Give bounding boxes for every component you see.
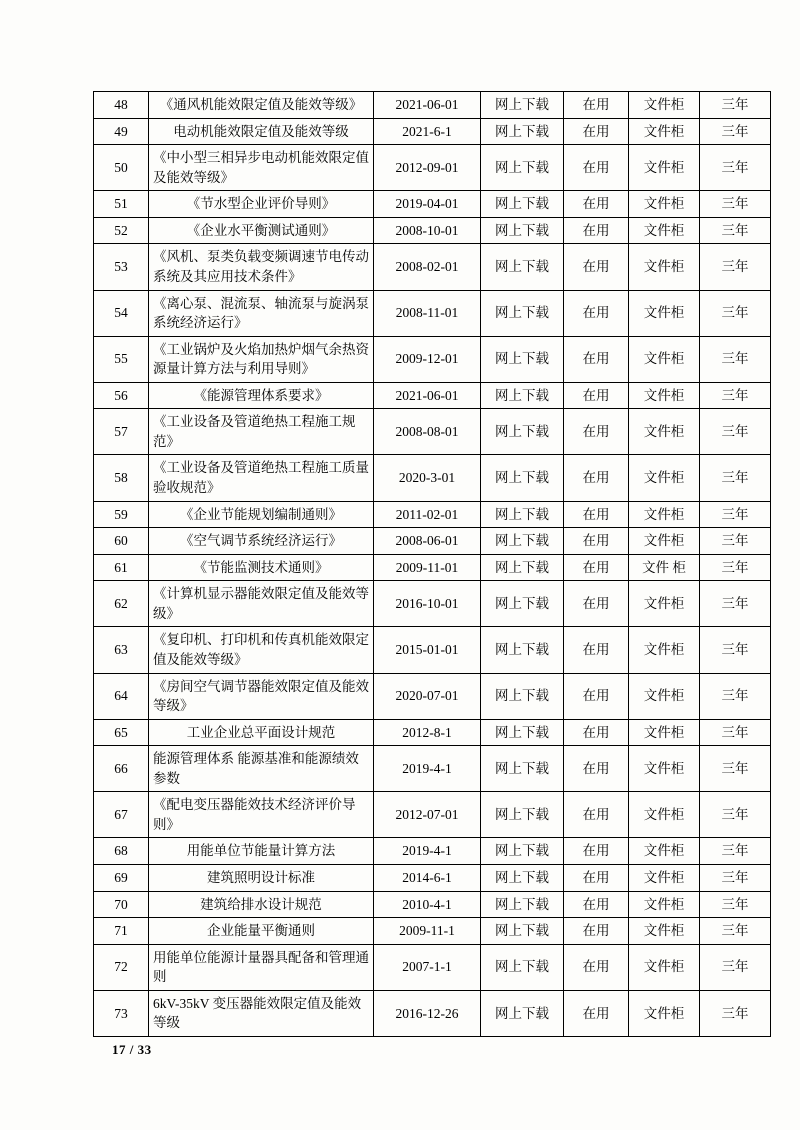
row-name: 《工业锅炉及火焰加热炉烟气余热资源量计算方法与利用导则》 — [149, 336, 374, 382]
row-state: 在用 — [564, 865, 629, 892]
row-keep: 三年 — [700, 918, 771, 945]
row-name: 用能单位节能量计算方法 — [149, 838, 374, 865]
row-location: 文件柜 — [629, 244, 700, 290]
row-location: 文件柜 — [629, 290, 700, 336]
table-row — [94, 145, 771, 191]
row-source: 网上下载 — [481, 746, 564, 792]
row-index: 73 — [94, 990, 149, 1036]
row-state: 在用 — [564, 290, 629, 336]
row-location: 文件柜 — [629, 838, 700, 865]
row-state: 在用 — [564, 746, 629, 792]
table-row — [94, 792, 771, 838]
row-source: 网上下载 — [481, 118, 564, 145]
row-date: 2020-07-01 — [374, 673, 481, 719]
row-keep: 三年 — [700, 581, 771, 627]
row-location: 文件柜 — [629, 918, 700, 945]
row-date: 2011-02-01 — [374, 501, 481, 528]
row-state: 在用 — [564, 627, 629, 673]
row-index: 65 — [94, 719, 149, 746]
row-index: 66 — [94, 746, 149, 792]
row-name: 建筑照明设计标准 — [149, 865, 374, 892]
row-location: 文件柜 — [629, 581, 700, 627]
row-keep: 三年 — [700, 92, 771, 119]
row-date: 2009-11-1 — [374, 918, 481, 945]
row-source: 网上下载 — [481, 673, 564, 719]
row-date: 2014-6-1 — [374, 865, 481, 892]
row-source: 网上下载 — [481, 944, 564, 990]
table-row — [94, 719, 771, 746]
row-name: 电动机能效限定值及能效等级 — [149, 118, 374, 145]
row-name: 《房间空气调节器能效限定值及能效等级》 — [149, 673, 374, 719]
row-index: 61 — [94, 554, 149, 581]
table-row — [94, 944, 771, 990]
row-keep: 三年 — [700, 673, 771, 719]
row-date: 2019-4-1 — [374, 838, 481, 865]
row-index: 49 — [94, 118, 149, 145]
row-location: 文件柜 — [629, 944, 700, 990]
row-source: 网上下载 — [481, 217, 564, 244]
row-keep: 三年 — [700, 838, 771, 865]
row-keep: 三年 — [700, 746, 771, 792]
row-name: 《中小型三相异步电动机能效限定值及能效等级》 — [149, 145, 374, 191]
row-state: 在用 — [564, 336, 629, 382]
row-index: 70 — [94, 891, 149, 918]
row-index: 69 — [94, 865, 149, 892]
row-state: 在用 — [564, 673, 629, 719]
row-keep: 三年 — [700, 455, 771, 501]
row-date: 2016-12-26 — [374, 990, 481, 1036]
table-row — [94, 865, 771, 892]
row-state: 在用 — [564, 554, 629, 581]
standards-table-body — [94, 92, 771, 1037]
row-date: 2019-04-01 — [374, 191, 481, 218]
row-keep: 三年 — [700, 336, 771, 382]
row-date: 2021-06-01 — [374, 92, 481, 119]
table-row — [94, 191, 771, 218]
row-date: 2010-4-1 — [374, 891, 481, 918]
row-state: 在用 — [564, 792, 629, 838]
table-row — [94, 918, 771, 945]
row-name: 《企业水平衡测试通则》 — [149, 217, 374, 244]
row-index: 53 — [94, 244, 149, 290]
row-location: 文件柜 — [629, 217, 700, 244]
row-name: 能源管理体系 能源基准和能源绩效参数 — [149, 746, 374, 792]
row-name: 工业企业总平面设计规范 — [149, 719, 374, 746]
row-keep: 三年 — [700, 627, 771, 673]
row-name: 《风机、泵类负载变频调速节电传动系统及其应用技术条件》 — [149, 244, 374, 290]
row-keep: 三年 — [700, 191, 771, 218]
row-state: 在用 — [564, 217, 629, 244]
row-location: 文件柜 — [629, 719, 700, 746]
row-keep: 三年 — [700, 719, 771, 746]
table-row — [94, 891, 771, 918]
row-source: 网上下载 — [481, 455, 564, 501]
table-row — [94, 501, 771, 528]
row-keep: 三年 — [700, 382, 771, 409]
row-name: 《能源管理体系要求》 — [149, 382, 374, 409]
row-index: 56 — [94, 382, 149, 409]
row-keep: 三年 — [700, 290, 771, 336]
row-index: 52 — [94, 217, 149, 244]
row-location: 文件柜 — [629, 501, 700, 528]
row-index: 54 — [94, 290, 149, 336]
row-source: 网上下载 — [481, 792, 564, 838]
row-date: 2021-06-01 — [374, 382, 481, 409]
row-source: 网上下载 — [481, 627, 564, 673]
row-location: 文件柜 — [629, 382, 700, 409]
row-name: 《工业设备及管道绝热工程施工质量验收规范》 — [149, 455, 374, 501]
row-keep: 三年 — [700, 554, 771, 581]
row-location: 文件柜 — [629, 191, 700, 218]
row-name: 用能单位能源计量器具配备和管理通则 — [149, 944, 374, 990]
row-index: 48 — [94, 92, 149, 119]
row-location: 文件 柜 — [629, 554, 700, 581]
row-keep: 三年 — [700, 118, 771, 145]
row-index: 72 — [94, 944, 149, 990]
table-row — [94, 528, 771, 555]
row-index: 51 — [94, 191, 149, 218]
row-state: 在用 — [564, 528, 629, 555]
row-index: 59 — [94, 501, 149, 528]
row-index: 50 — [94, 145, 149, 191]
table-row — [94, 554, 771, 581]
row-index: 60 — [94, 528, 149, 555]
table-row — [94, 336, 771, 382]
row-date: 2008-08-01 — [374, 409, 481, 455]
row-keep: 三年 — [700, 145, 771, 191]
standards-table-container — [93, 91, 749, 1037]
row-keep: 三年 — [700, 891, 771, 918]
row-source: 网上下载 — [481, 336, 564, 382]
row-location: 文件柜 — [629, 336, 700, 382]
row-date: 2012-07-01 — [374, 792, 481, 838]
row-keep: 三年 — [700, 244, 771, 290]
row-keep: 三年 — [700, 217, 771, 244]
row-source: 网上下载 — [481, 382, 564, 409]
row-location: 文件柜 — [629, 92, 700, 119]
row-state: 在用 — [564, 191, 629, 218]
table-row — [94, 290, 771, 336]
row-state: 在用 — [564, 409, 629, 455]
row-state: 在用 — [564, 145, 629, 191]
row-name: 《计算机显示器能效限定值及能效等级》 — [149, 581, 374, 627]
table-row — [94, 382, 771, 409]
table-row — [94, 581, 771, 627]
row-index: 67 — [94, 792, 149, 838]
row-source: 网上下载 — [481, 528, 564, 555]
row-name: 《工业设备及管道绝热工程施工规范》 — [149, 409, 374, 455]
row-name: 《企业节能规划编制通则》 — [149, 501, 374, 528]
row-location: 文件柜 — [629, 145, 700, 191]
row-location: 文件柜 — [629, 528, 700, 555]
row-source: 网上下载 — [481, 865, 564, 892]
row-source: 网上下载 — [481, 290, 564, 336]
row-state: 在用 — [564, 382, 629, 409]
row-state: 在用 — [564, 244, 629, 290]
row-index: 55 — [94, 336, 149, 382]
row-keep: 三年 — [700, 990, 771, 1036]
row-source: 网上下载 — [481, 244, 564, 290]
row-state: 在用 — [564, 838, 629, 865]
row-source: 网上下载 — [481, 990, 564, 1036]
row-state: 在用 — [564, 944, 629, 990]
row-date: 2012-09-01 — [374, 145, 481, 191]
row-date: 2008-06-01 — [374, 528, 481, 555]
row-location: 文件柜 — [629, 627, 700, 673]
row-location: 文件柜 — [629, 990, 700, 1036]
row-source: 网上下载 — [481, 581, 564, 627]
row-source: 网上下载 — [481, 92, 564, 119]
row-source: 网上下载 — [481, 719, 564, 746]
row-location: 文件柜 — [629, 746, 700, 792]
row-date: 2019-4-1 — [374, 746, 481, 792]
row-index: 57 — [94, 409, 149, 455]
row-source: 网上下载 — [481, 409, 564, 455]
row-state: 在用 — [564, 719, 629, 746]
row-name: 企业能量平衡通则 — [149, 918, 374, 945]
row-source: 网上下载 — [481, 191, 564, 218]
row-state: 在用 — [564, 891, 629, 918]
table-row — [94, 990, 771, 1036]
table-row — [94, 92, 771, 119]
table-row — [94, 746, 771, 792]
row-date: 2012-8-1 — [374, 719, 481, 746]
row-name: 《复印机、打印机和传真机能效限定值及能效等级》 — [149, 627, 374, 673]
row-location: 文件柜 — [629, 409, 700, 455]
row-location: 文件柜 — [629, 891, 700, 918]
row-state: 在用 — [564, 581, 629, 627]
row-date: 2009-12-01 — [374, 336, 481, 382]
row-date: 2008-10-01 — [374, 217, 481, 244]
table-row — [94, 673, 771, 719]
row-source: 网上下载 — [481, 501, 564, 528]
row-date: 2021-6-1 — [374, 118, 481, 145]
page-footer: 17 / 33 — [112, 1042, 152, 1057]
table-row — [94, 118, 771, 145]
row-keep: 三年 — [700, 528, 771, 555]
row-location: 文件柜 — [629, 792, 700, 838]
row-name: 《离心泵、混流泵、轴流泵与旋涡泵系统经济运行》 — [149, 290, 374, 336]
row-date: 2008-11-01 — [374, 290, 481, 336]
row-name: 6kV-35kV 变压器能效限定值及能效等级 — [149, 990, 374, 1036]
row-state: 在用 — [564, 118, 629, 145]
table-row — [94, 838, 771, 865]
row-index: 64 — [94, 673, 149, 719]
row-location: 文件柜 — [629, 865, 700, 892]
table-row — [94, 455, 771, 501]
row-index: 62 — [94, 581, 149, 627]
row-state: 在用 — [564, 501, 629, 528]
row-name: 《通风机能效限定值及能效等级》 — [149, 92, 374, 119]
row-state: 在用 — [564, 92, 629, 119]
standards-table — [93, 91, 771, 1037]
row-state: 在用 — [564, 990, 629, 1036]
row-index: 68 — [94, 838, 149, 865]
row-index: 58 — [94, 455, 149, 501]
row-keep: 三年 — [700, 501, 771, 528]
row-name: 《空气调节系统经济运行》 — [149, 528, 374, 555]
table-row — [94, 409, 771, 455]
row-source: 网上下载 — [481, 554, 564, 581]
row-name: 《节水型企业评价导则》 — [149, 191, 374, 218]
row-source: 网上下载 — [481, 918, 564, 945]
row-name: 《节能监测技术通则》 — [149, 554, 374, 581]
row-index: 71 — [94, 918, 149, 945]
row-location: 文件柜 — [629, 673, 700, 719]
row-state: 在用 — [564, 455, 629, 501]
row-keep: 三年 — [700, 865, 771, 892]
table-row — [94, 244, 771, 290]
row-date: 2015-01-01 — [374, 627, 481, 673]
row-keep: 三年 — [700, 792, 771, 838]
row-date: 2020-3-01 — [374, 455, 481, 501]
row-index: 63 — [94, 627, 149, 673]
row-source: 网上下载 — [481, 891, 564, 918]
row-location: 文件柜 — [629, 118, 700, 145]
row-source: 网上下载 — [481, 145, 564, 191]
row-state: 在用 — [564, 918, 629, 945]
row-source: 网上下载 — [481, 838, 564, 865]
row-location: 文件柜 — [629, 455, 700, 501]
table-row — [94, 217, 771, 244]
row-date: 2008-02-01 — [374, 244, 481, 290]
row-keep: 三年 — [700, 944, 771, 990]
row-date: 2016-10-01 — [374, 581, 481, 627]
row-name: 建筑给排水设计规范 — [149, 891, 374, 918]
row-date: 2007-1-1 — [374, 944, 481, 990]
row-name: 《配电变压器能效技术经济评价导则》 — [149, 792, 374, 838]
row-date: 2009-11-01 — [374, 554, 481, 581]
table-row — [94, 627, 771, 673]
row-keep: 三年 — [700, 409, 771, 455]
